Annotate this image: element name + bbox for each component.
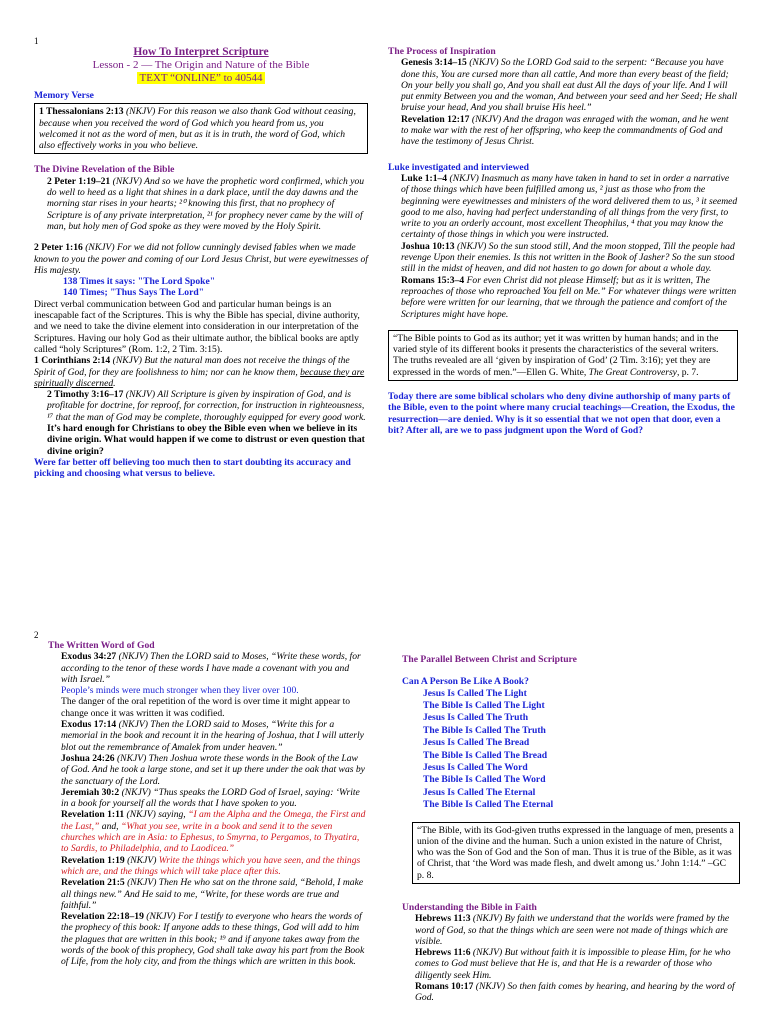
verse-2peter-1-16: 2 Peter 1:16 (NKJV) For we did not follow cunningly devised fables when we made known to you the power and coming of our Lord Jesus Christ, but were eyewitnesses of His majesty.: [34, 242, 368, 276]
verse-jeremiah-30-2: Jeremiah 30:2 (NKJV) “Thus speaks the LORD God of Israel, saying: ‘Write in a book for yourself all the words that I have spoken to you.: [61, 786, 360, 810]
can-person-heading: Can A Person Be Like A Book?: [402, 676, 529, 688]
verse-luke-1-1: Luke 1:1–4 (NKJV) Inasmuch as many have taken in hand to set in order a narrative of those things which have been fulfilled among us, ² just as those who from the beginning were eyewitnesses and ministers of the word delivered them to us, ³ it seemed good to me also, having had perfect understanding of all things from the very first, to write to you an orderly account, most excellent Theophilus, ⁴ that you may know the certainty of those things in which you were instructed.: [401, 172, 738, 241]
section-heading-luke: Luke investigated and interviewed: [388, 161, 529, 173]
verse-genesis-3-14: Genesis 3:14–15 (NKJV) So the LORD God said to the serpent: “Because you have done this, You are cursed more than all cattle, And more than every beast of the field; On your belly you shall go, And you shall eat dust All the days of your life. And I will put enmity Between you and the woman, And between your seed and her Seed; He shall bruise your head, And you shall bruise His heel.”: [401, 57, 738, 114]
parallel-item: Jesus Is Called The Eternal: [423, 786, 536, 798]
parallel-item: Jesus Is Called The Light: [423, 687, 527, 699]
page-number: 1: [34, 36, 39, 46]
parallel-item: The Bible Is Called The Truth: [423, 724, 546, 736]
memory-verse-heading: Memory Verse: [34, 90, 94, 101]
verse-1cor-2-14: 1 Corinthians 2:14 (NKJV) But the natural man does not receive the things of the Spirit of God, for they are foolishness to him; nor can he know them, because they are spiritually discerned.: [34, 355, 365, 389]
verse-joshua-24-26: Joshua 24:26 (NKJV) Then Joshua wrote these words in the Book of the Law of God. And he took a large stone, and set it up there under the oak that was by the sanctuary of the Lord.: [61, 752, 365, 787]
section-heading-parallel: The Parallel Between Christ and Scripture: [402, 654, 577, 665]
lesson-subtitle: Lesson - 2 — The Origin and Nature of the Bible: [92, 59, 310, 71]
verse-2tim-3-16: 2 Timothy 3:16–17 (NKJV) All Scripture is given by inspiration of God, and is profitable for doctrine, for reproof, for correction, for instruction in righteousness, ¹⁷ that the man of God may be complete, thoroughly equipped for every good work.: [47, 389, 366, 423]
parallel-item: The Bible Is Called The Word: [423, 774, 546, 786]
lesson-title: How To Interpret Scripture: [133, 46, 269, 58]
verse-exodus-17-14: Exodus 17:14 (NKJV) Then the LORD said to Moses, “Write this for a memorial in the book and recount it in the hearing of Joshua, that I will utterly blot out the remembrance of Amalek from under heaven.”: [61, 719, 364, 753]
times-140: 140 Times; "Thus Says The Lord": [63, 287, 205, 299]
verse-revelation-22-18: Revelation 22:18–19 (NKJV) For I testify to everyone who hears the words of the prophecy of this book: If anyone adds to these things, God will add to him the plagues that are written in this book; ¹⁹ and if anyone takes away from the words of the book of this prophecy, God shall take away his part from the Book of Life, from the holy city, and from the things which are written in this book.: [61, 911, 365, 968]
verse-romans-10-17: Romans 10:17 (NKJV) So then faith comes by hearing, and hearing by the word of God.: [415, 981, 735, 1004]
section-heading-written: The Written Word of God: [48, 640, 155, 651]
danger-note: The danger of the oral repetition of the word is over time it might appear to change once it was written it was codified.: [61, 696, 351, 719]
hard-enough-question: It’s hard enough for Christians to obey the Bible even when we believe in its divine origin. What would happen if we come to distrust or even question that divine origin?: [47, 423, 365, 457]
verse-romans-15-3: Romans 15:3–4 For even Christ did not please Himself; but as it is written, The reproaches of those who reproached You fell on Me.” For whatever things were written before were written for our learning, that we through the patience and comfort of the Scriptures might have hope.: [401, 274, 737, 320]
ellen-white-quote-box: “The Bible points to God as its author; yet it was written by human hands; and in the varied style of its different books it presents the characteristics of the several writers. The truths revealed are all ‘given by inspiration of God’ (2 Tim. 3:16); yet they are expressed in the words of men.”—Ellen G. White, The Great Controversy, p. 7.: [388, 330, 738, 381]
verse-revelation-1-19: Revelation 1:19 (NKJV) Write the things which you have seen, and the things which are, and the things which will take place after this.: [61, 854, 361, 877]
text-online-banner: TEXT “ONLINE” to 40544: [137, 72, 266, 84]
verse-hebrews-11-3: Hebrews 11:3 (NKJV) By faith we understand that the worlds were framed by the word of God, so that the things which are seen were not made of things which are visible.: [415, 913, 730, 947]
left-column: [34, 46, 368, 480]
section-heading-process: The Process of Inspiration: [388, 46, 496, 57]
times-138: 138 Times it says: "The Lord Spoke": [63, 276, 216, 288]
section-heading-understanding: Understanding the Bible in Faith: [402, 901, 537, 913]
gc-quote-box: “The Bible, with its God-given truths expressed in the language of men, presents a union of the divine and the human. Such a union existed in the nature of Christ, who was the Son of God and the Son of man. Thus it is true of the Bible, as it was of Christ, that ‘the Word was made flesh, and dwelt among us.’ John 1:14.” –GC p. 8.: [412, 822, 740, 884]
right-column: [388, 46, 738, 436]
verse-revelation-12-17: Revelation 12:17 (NKJV) And the dragon was enraged with the woman, and he went to make war with the rest of her offspring, who keep the commandments of God and have the testimony of Jesus Christ.: [401, 113, 729, 148]
verse-ref: 1 Thessalonians 2:13: [39, 106, 124, 118]
verse-2peter-1-19: 2 Peter 1:19–21 (NKJV) And so we have the prophetic word confirmed, which you do well to heed as a light that shines in a dark place, until the day dawns and the morning star rises in your hearts; ²⁰ knowing this first, that no prophecy of Scripture is of any private interpretation, ²¹ for prophecy never came by the will of man, but holy men of God spoke as they were moved by the Holy Spirit.: [47, 175, 365, 232]
memory-verse-box: [34, 103, 368, 154]
left-column: [48, 640, 366, 968]
parallel-item: Jesus Is Called The Bread: [423, 737, 530, 749]
verse-joshua-10-13: Joshua 10:13 (NKJV) So the sun stood still, And the moon stopped, Till the people had revenge Upon their enemies. Is this not written in the Book of Jasher? So the sun stood still in the midst of heaven, and did not hasten to go down for about a whole day.: [401, 240, 735, 275]
verse-text: (NKJV) For this reason we also thank God without ceasing, because when you received the word of God which you heard from us, you welcomed it not as the word of men, but as it is in truth, the word of God, which also effectively works in you who believe.: [39, 106, 356, 152]
parallel-item: Jesus Is Called The Truth: [423, 712, 529, 724]
verse-revelation-21-5: Revelation 21:5 (NKJV) Then He who sat on the throne said, “Behold, I make all things new.” And He said to me, “Write, for these words are true and faithful.”: [61, 877, 364, 911]
parallel-item: The Bible Is Called The Bread: [423, 749, 548, 761]
right-column: [402, 654, 740, 1004]
page-2: [0, 622, 768, 1024]
verse-revelation-1-11: Revelation 1:11 (NKJV) saying, “I am the Alpha and the Omega, the First and the Last,” and, “What you see, write in a book and send it to the seven churches which are in Asia: to Ephesus, to Smyrna, to Pergamos, to Thyatira, to Sardis, to Philadelphia, and to Laodicea.”: [61, 809, 366, 855]
verse-hebrews-11-6: Hebrews 11:6 (NKJV) But without faith it is impossible to please Him, for he who comes to God must believe that He is, and that He is a rewarder of those who diligently seek Him.: [415, 947, 731, 981]
verse-exodus-34-27: Exodus 34:27 (NKJV) Then the LORD said to Moses, “Write these words, for according to the tenor of these words I have made a covenant with you and with Israel.”: [61, 651, 361, 685]
parallel-item: The Bible Is Called The Eternal: [423, 799, 554, 811]
parallels-list: [402, 688, 740, 811]
page-number: 2: [34, 630, 39, 640]
parallel-item: The Bible Is Called The Light: [423, 699, 545, 711]
today-scholars-paragraph: Today there are some biblical scholars who deny divine authorship of many parts of the Bible, even to the point where many crucial teachings—Creation, the Exodus, the resurrection—are denied. Why is it so essential that we not open that door, even a bit? After all, are we to pass judgment upon the Word of God?: [388, 391, 735, 436]
far-better-note: Were far better off believing too much then to start doubting its accuracy and picking and choosing what versus to believe.: [34, 456, 351, 480]
parallel-item: Jesus Is Called The Word: [423, 761, 528, 773]
section-heading-divine: The Divine Revelation of the Bible: [34, 164, 175, 176]
peoples-minds-note: People’s minds were much stronger when they liver over 100.: [61, 685, 299, 697]
direct-communication-paragraph: Direct verbal communication between God and particular human beings is an inescapable fact of the Scriptures. This is why the Bible has special, divine authority, and we need to take the divine element into consideration in our interpretation of the Scriptures. Having our holy God as their ultimate author, the biblical books are aptly called “holy Scriptures” (Rom. 1:2, 2 Tim. 3:15).: [34, 298, 360, 355]
